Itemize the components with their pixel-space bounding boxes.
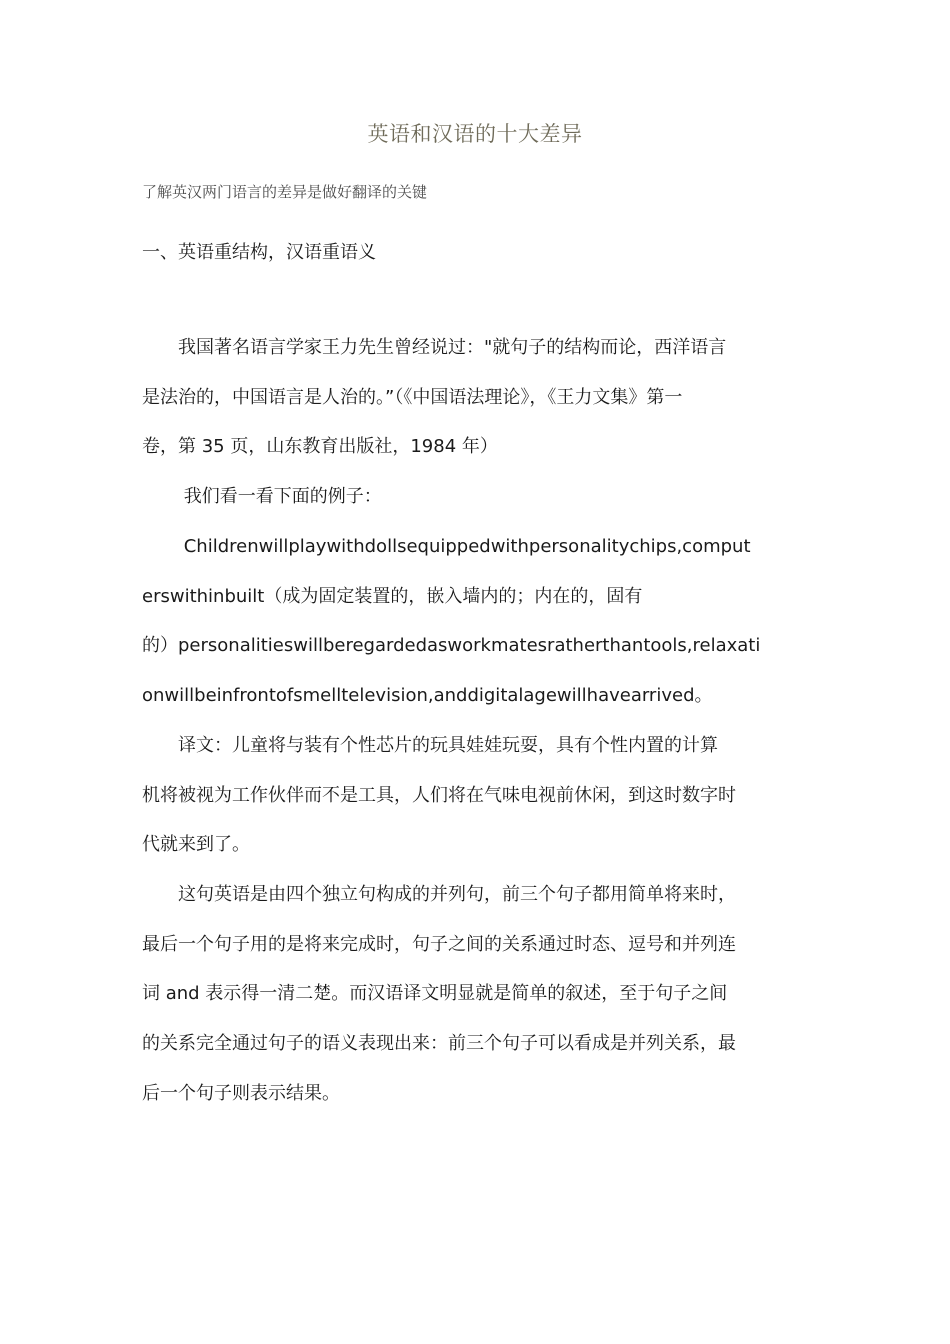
document-subtitle: 了解英汉两门语言的差异是做好翻译的关键: [142, 183, 428, 201]
paragraph-line: 我们看一看下面的例子：: [142, 486, 382, 507]
paragraph-line: 译文：儿童将与装有个性芯片的玩具娃娃玩耍，具有个性内置的计算: [142, 735, 718, 756]
document-title: 英语和汉语的十大差异: [367, 122, 583, 146]
paragraph-line: 这句英语是由四个独立句构成的并列句，前三个句子都用简单将来时，: [142, 884, 736, 905]
paragraph-line: 的）personalitieswillberegardedasworkmatesratherthantools,relaxati: [142, 635, 761, 657]
paragraph-wang-li-quote: [142, 323, 812, 472]
paragraph-line: onwillbeinfrontofsmelltelevision,anddigitalagewillhavearrived。: [142, 685, 713, 707]
paragraph-line: 机将被视为工作伙伴而不是工具，人们将在气味电视前休闲，到这时数字时: [142, 784, 736, 806]
paragraph-line: 后一个句子则表示结果。: [142, 1082, 340, 1104]
paragraph-line: 卷，第 35 页，山东教育出版社，1984 年）: [142, 436, 498, 458]
paragraph-english-example: [142, 522, 812, 721]
paragraph-line: erswithinbuilt（成为固定装置的，嵌入墙内的；内在的，固有: [142, 585, 643, 607]
paragraph-line: 代就来到了。: [142, 834, 250, 856]
paragraph-analysis: [142, 870, 812, 1118]
paragraph-line: 是法治的，中国语言是人治的。”（《中国语法理论》，《王力文集》第一: [142, 386, 683, 408]
paragraph-line: 的关系完全通过句子的语义表现出来：前三个句子可以看成是并列关系，最: [142, 1033, 736, 1055]
paragraph-translation: [142, 721, 812, 870]
paragraph-line: 最后一个句子用的是将来完成时，句子之间的关系通过时态、逗号和并列连: [142, 933, 736, 955]
paragraph-line: 词 and 表示得一清二楚。而汉语译文明显就是简单的叙述，至于句子之间: [142, 983, 728, 1005]
section-heading: 一、英语重结构，汉语重语义: [142, 242, 376, 263]
paragraph-line: 我国著名语言学家王力先生曾经说过："就句子的结构而论，西洋语言: [142, 337, 727, 358]
paragraph-example-intro: [142, 472, 812, 522]
paragraph-line: Childrenwillplaywithdollsequippedwithpersonalitychips,comput: [142, 536, 751, 557]
